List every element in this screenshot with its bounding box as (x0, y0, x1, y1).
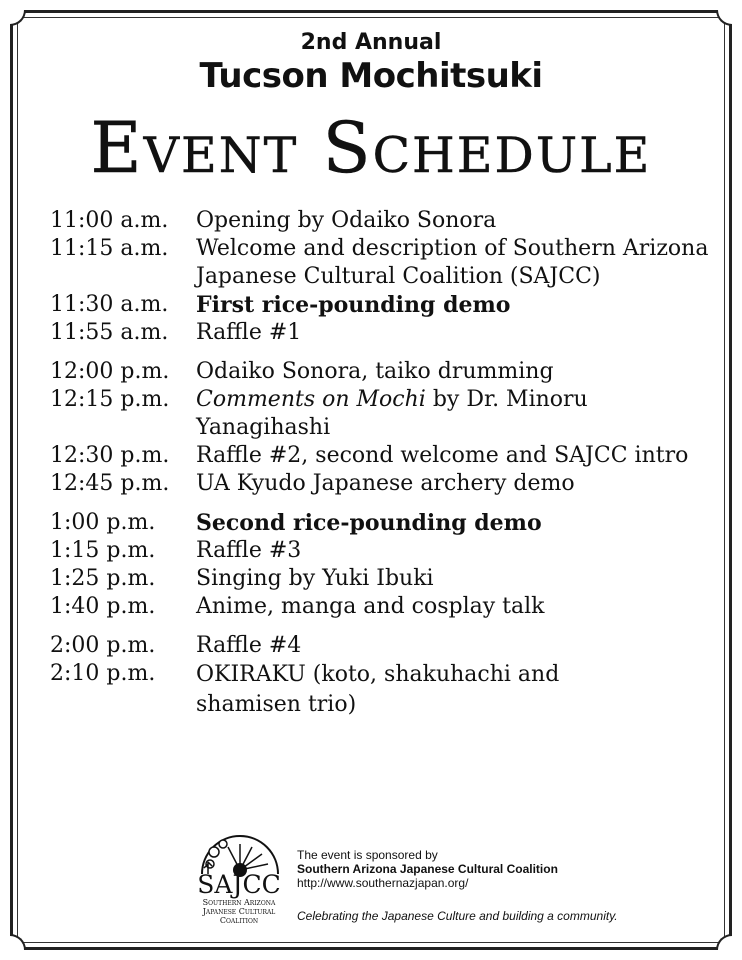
tagline: Celebrating the Japanese Culture and building a community. (297, 909, 618, 923)
schedule-time: 1:40 p.m. (50, 594, 156, 619)
schedule-group (50, 632, 720, 720)
schedule-row (50, 509, 720, 537)
schedule-time: 1:25 p.m. (50, 566, 156, 591)
schedule-desc: UA Kyudo Japanese archery demo (196, 471, 575, 496)
sponsor-block (297, 848, 627, 890)
schedule-desc: Singing by Yuki Ibuki (196, 566, 434, 591)
schedule-desc: Raffle #4 (196, 633, 302, 658)
schedule-row (50, 442, 720, 470)
schedule-heading: Event Schedule (90, 107, 652, 189)
schedule-desc: Raffle #2, second welcome and SAJCC intro (196, 443, 689, 468)
schedule-row (50, 207, 720, 235)
schedule-row (50, 470, 720, 498)
schedule-list (50, 207, 720, 731)
schedule-desc: First rice-pounding demo (196, 292, 511, 318)
schedule-time: 11:15 a.m. (50, 236, 169, 261)
sponsor-intro: The event is sponsored by (297, 848, 438, 862)
schedule-desc: Opening by Odaiko Sonora (196, 208, 497, 233)
schedule-time: 12:45 p.m. (50, 471, 170, 496)
schedule-row (50, 386, 720, 442)
schedule-row (50, 632, 720, 660)
schedule-time: 12:15 p.m. (50, 387, 170, 412)
schedule-time: 11:00 a.m. (50, 208, 169, 233)
schedule-row (50, 291, 720, 319)
schedule-group (50, 358, 720, 498)
schedule-desc: Welcome and description of Southern Arizona Japanese Cultural Coalition (SAJCC) (196, 236, 709, 289)
schedule-time: 1:00 p.m. (50, 510, 156, 535)
schedule-time: 2:00 p.m. (50, 633, 156, 658)
logo-wordmark: SAJCC (197, 870, 281, 899)
logo-subtitle (188, 898, 290, 925)
schedule-time: 11:55 a.m. (50, 320, 169, 345)
logo-subtitle-line: Coalition (219, 916, 259, 925)
logo-subtitle-line: Southern Arizona (202, 898, 276, 907)
schedule-desc: Second rice-pounding demo (196, 510, 542, 536)
sponsor-url[interactable]: http://www.southernazjapan.org/ (297, 876, 469, 890)
schedule-group (50, 207, 720, 347)
schedule-row (50, 565, 720, 593)
schedule-time: 12:30 p.m. (50, 443, 170, 468)
schedule-row (50, 358, 720, 386)
schedule-desc: Raffle #3 (196, 538, 302, 563)
schedule-group (50, 509, 720, 621)
talk-speaker: by Dr. Minoru Yanagihashi (196, 387, 588, 440)
schedule-desc: Odaiko Sonora, taiko drumming (196, 359, 554, 384)
logo-subtitle-line: Japanese Cultural (202, 907, 276, 916)
schedule-desc: Anime, manga and cosplay talk (196, 594, 545, 619)
event-title: Tucson Mochitsuki (199, 56, 543, 96)
schedule-time: 1:15 p.m. (50, 538, 156, 563)
talk-title: Comments on Mochi (196, 387, 426, 412)
schedule-row (50, 593, 720, 621)
schedule-desc: Raffle #1 (196, 320, 302, 345)
schedule-row (50, 660, 720, 720)
schedule-desc (196, 386, 720, 442)
event-edition: 2nd Annual (300, 30, 442, 55)
schedule-row (50, 537, 720, 565)
schedule-row (50, 235, 720, 291)
schedule-time: 11:30 a.m. (50, 292, 169, 317)
sponsor-org: Southern Arizona Japanese Cultural Coalition (297, 862, 558, 876)
schedule-row (50, 319, 720, 347)
schedule-time: 2:10 p.m. (50, 661, 156, 686)
schedule-time: 12:00 p.m. (50, 359, 170, 384)
schedule-desc: OKIRAKU (koto, shakuhachi and shamisen trio) (196, 662, 560, 717)
